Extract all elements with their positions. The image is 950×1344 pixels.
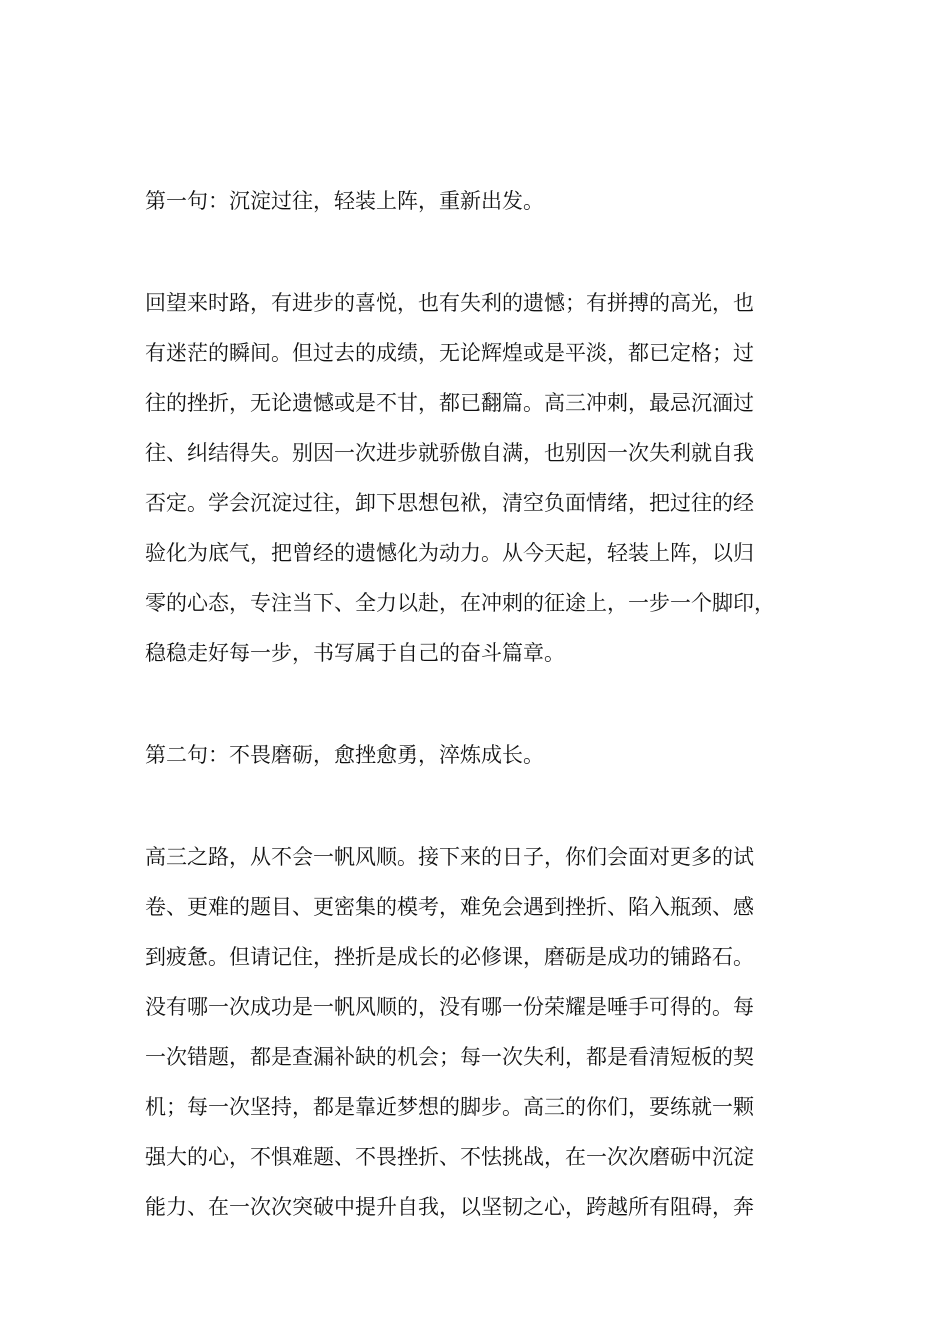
- paragraph-line: 往、纠结得失。别因一次进步就骄傲自满，也别因一次失利就自我: [145, 441, 754, 465]
- paragraph-line: 往的挫折，无论遗憾或是不甘，都已翻篇。高三冲刺，最忌沉湎过: [145, 391, 754, 415]
- paragraph-line: 强大的心，不惧难题、不畏挫折、不怯挑战，在一次次磨砺中沉淀: [145, 1145, 754, 1169]
- section-1-paragraph: [145, 278, 815, 678]
- paragraph-line: 否定。学会沉淀过往，卸下思想包袱，清空负面情绪，把过往的经: [145, 491, 754, 515]
- paragraph-line: 到疲惫。但请记住，挫折是成长的必修课，磨砺是成功的铺路石。: [145, 945, 754, 969]
- paragraph-line: 能力、在一次次突破中提升自我，以坚韧之心，跨越所有阻碍，奔: [145, 1195, 754, 1219]
- paragraph-line: 稳稳走好每一步，书写属于自己的奋斗篇章。: [145, 641, 565, 665]
- spacer: [145, 780, 815, 832]
- paragraph-line: 高三之路，从不会一帆风顺。接下来的日子，你们会面对更多的试: [145, 845, 754, 869]
- paragraph-line: 零的心态，专注当下、全力以赴，在冲刺的征途上，一步一个脚印，: [145, 591, 775, 615]
- section-2-paragraph: [145, 832, 815, 1232]
- document-body: [145, 176, 815, 1232]
- paragraph-line: 没有哪一次成功是一帆风顺的，没有哪一份荣耀是唾手可得的。每: [145, 995, 754, 1019]
- paragraph-line: 回望来时路，有进步的喜悦，也有失利的遗憾；有拼搏的高光，也: [145, 291, 754, 315]
- spacer: [145, 226, 815, 278]
- paragraph-line: 一次错题，都是查漏补缺的机会；每一次失利，都是看清短板的契: [145, 1045, 754, 1069]
- paragraph-line: 机；每一次坚持，都是靠近梦想的脚步。高三的你们，要练就一颗: [145, 1095, 754, 1119]
- paragraph-line: 验化为底气，把曾经的遗憾化为动力。从今天起，轻装上阵，以归: [145, 541, 754, 565]
- section-2-heading: 第二句：不畏磨砺，愈挫愈勇，淬炼成长。: [145, 743, 544, 767]
- spacer: [145, 678, 815, 730]
- paragraph-line: 卷、更难的题目、更密集的模考，难免会遇到挫折、陷入瓶颈、感: [145, 895, 754, 919]
- paragraph-line: 有迷茫的瞬间。但过去的成绩，无论辉煌或是平淡，都已定格；过: [145, 341, 754, 365]
- section-1-heading: 第一句：沉淀过往，轻装上阵，重新出发。: [145, 189, 544, 213]
